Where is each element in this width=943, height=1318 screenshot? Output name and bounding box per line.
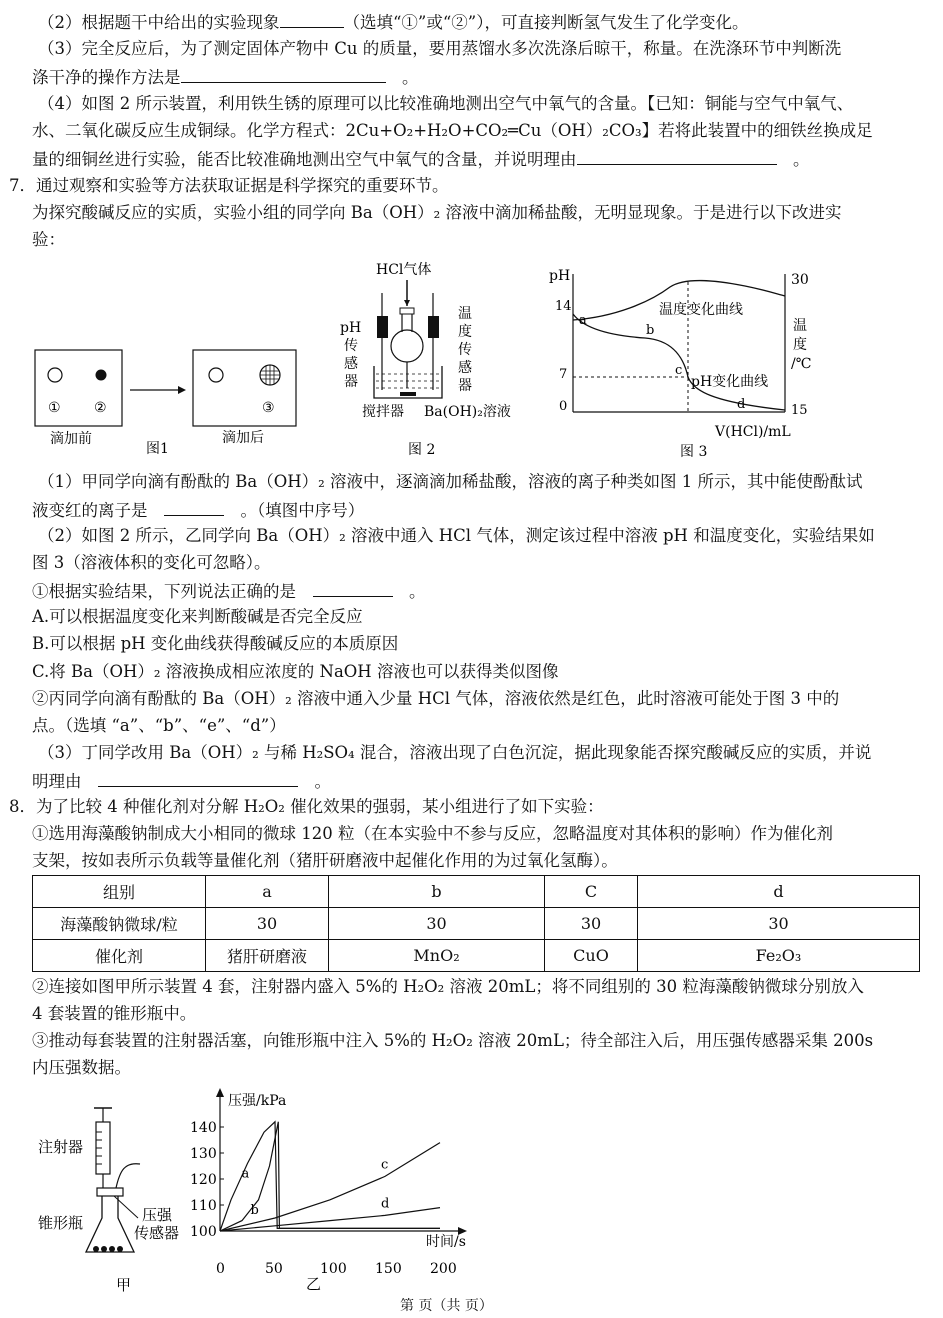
svg-text:14: 14 bbox=[555, 299, 572, 314]
flask-icon bbox=[391, 308, 423, 362]
svg-text:7: 7 bbox=[559, 367, 568, 382]
q8-step2-line2: 4 套装置的锥形瓶中。 bbox=[32, 1004, 197, 1023]
q8-step1-line2: 支架，按如表所示负载等量催化剂（猪肝研磨液中起催化作用的为过氧化氢酶）。 bbox=[32, 851, 618, 870]
q6-part3-line1: （3）完全反应后，为了测定固体产物中 Cu 的质量，要用蒸馏水多次洗涤后晾干，称量。在洗涤环节中判断洗 bbox=[38, 39, 842, 58]
q7-part2-line2: 图 3（溶液体积的变化可忽略）。 bbox=[32, 553, 271, 572]
svg-text:pH: pH bbox=[549, 268, 571, 284]
q6-part2: （2）根据题干中给出的实验现象 （选填“①”或“②”），可直接判断氢气发生了化学变化。 bbox=[38, 9, 749, 33]
point-d: d bbox=[737, 397, 746, 412]
figure-1-caption: 图1 bbox=[146, 441, 169, 457]
ion-circle-empty bbox=[209, 368, 223, 382]
answer-blank[interactable] bbox=[181, 64, 386, 83]
q7-part1-line2: 液变红的离子是 。（填图中序号） bbox=[32, 497, 364, 521]
figure-3-caption: 图 3 bbox=[680, 444, 708, 460]
svg-text:②: ② bbox=[94, 400, 107, 416]
svg-text:0: 0 bbox=[559, 399, 568, 414]
q7-part3-line2: 明理由 。 bbox=[32, 768, 331, 792]
point-c: c bbox=[675, 363, 683, 378]
figure-3 bbox=[545, 262, 830, 462]
label-after: 滴加后 bbox=[222, 430, 264, 446]
answer-blank[interactable] bbox=[164, 497, 224, 516]
x-tick-label: 0 bbox=[216, 1261, 225, 1277]
answer-blank[interactable] bbox=[577, 146, 777, 165]
table-row: 组别 a b C d bbox=[33, 876, 920, 908]
q7-intro-line2: 验： bbox=[32, 230, 65, 249]
label-syringe: 注射器 bbox=[38, 1138, 84, 1156]
svg-text:③: ③ bbox=[262, 400, 275, 416]
q6-part4-line1: （4）如图 2 所示装置，利用铁生锈的原理可以比较准确地测出空气中氧气的含量。【已知：铜能与空气中氧气、 bbox=[38, 94, 854, 113]
series-lines bbox=[220, 1122, 440, 1231]
y-tick-label: 100 bbox=[190, 1224, 217, 1240]
figure-2 bbox=[338, 258, 523, 460]
q7-sub2-line1: ②丙同学向滴有酚酞的 Ba（OH）₂ 溶液中通入少量 HCl 气体，溶液依然是红色，此时溶液可能处于图 3 中的 bbox=[32, 689, 840, 708]
tube bbox=[116, 1164, 140, 1188]
ion-circle-hatched bbox=[260, 365, 280, 385]
q8-title: 8．为了比较 4 种催化剂对分解 H₂O₂ 催化效果的强弱，某小组进行了如下实验： bbox=[9, 797, 604, 816]
x-tick-label: 150 bbox=[375, 1261, 402, 1277]
pressure-chart bbox=[180, 1085, 480, 1304]
q7-intro-line1: 为探究酸碱反应的实质，实验小组的同学向 Ba（OH）₂ 溶液中滴加稀盐酸，无明显现象。于是进行以下改进实 bbox=[32, 203, 842, 222]
axis-ticks bbox=[190, 1120, 457, 1277]
table-row: 催化剂 猪肝研磨液 MnO₂ CuO Fe₂O₃ bbox=[33, 940, 920, 972]
svg-text:压强: 压强 bbox=[142, 1206, 173, 1224]
svg-text:15: 15 bbox=[791, 403, 808, 418]
svg-text:①: ① bbox=[48, 400, 61, 416]
answer-blank[interactable] bbox=[280, 9, 344, 28]
svg-text:度: 度 bbox=[793, 337, 807, 353]
series-label-a: a bbox=[241, 1166, 250, 1182]
x-axis-label: V(HCl)/mL bbox=[715, 424, 791, 440]
label-stirrer: 搅拌器 bbox=[362, 404, 404, 420]
svg-text:传感器: 传感器 bbox=[134, 1224, 180, 1242]
flask-icon bbox=[86, 1188, 134, 1252]
y-tick-label: 140 bbox=[190, 1120, 217, 1136]
q8-step3-line2: 内压强数据。 bbox=[32, 1058, 131, 1077]
syringe-icon bbox=[94, 1108, 112, 1190]
box-after bbox=[193, 350, 296, 426]
arrow-head bbox=[178, 386, 186, 394]
figure-1 bbox=[30, 340, 305, 460]
series-label-d: d bbox=[381, 1196, 390, 1212]
ph-curve bbox=[573, 314, 785, 410]
x-tick-label: 100 bbox=[320, 1261, 347, 1277]
q7-title: 7．通过观察和实验等方法获取证据是科学探究的重要环节。 bbox=[9, 176, 449, 195]
q7-part2-line1: （2）如图 2 所示，乙同学向 Ba（OH）₂ 溶液中通入 HCl 气体，测定该过程中溶液 pH 和温度变化，实验结果如 bbox=[38, 526, 875, 545]
temp-curve-label: 温度变化曲线 bbox=[659, 302, 743, 318]
svg-text:传: 传 bbox=[458, 342, 472, 358]
label-flask: 锥形瓶 bbox=[38, 1214, 84, 1232]
q7-part3-line1: （3）丁同学改用 Ba（OH）₂ 与稀 H₂SO₄ 混合，溶液出现了白色沉淀，据此现象能否探究酸碱反应的实质，并说 bbox=[38, 743, 872, 762]
y-tick-label: 110 bbox=[190, 1198, 217, 1214]
q7-option-b: B.可以根据 pH 变化曲线获得酸碱反应的本质原因 bbox=[32, 634, 399, 653]
svg-text:/℃: /℃ bbox=[791, 356, 812, 372]
ph-sensor-head bbox=[377, 316, 388, 338]
series-label-b: b bbox=[250, 1202, 259, 1218]
label-solution: Ba(OH)₂溶液 bbox=[424, 404, 511, 420]
q7-part1-line1: （1）甲同学向滴有酚酞的 Ba（OH）₂ 溶液中，逐滴滴加稀盐酸，溶液的离子种类如图 1 所示，其中能使酚酞试 bbox=[38, 472, 863, 491]
x-tick-label: 200 bbox=[430, 1261, 457, 1277]
label-hcl-gas: HCl气体 bbox=[376, 262, 432, 278]
svg-text:温: 温 bbox=[458, 306, 472, 322]
q7-option-a: A.可以根据温度变化来判断酸碱是否完全反应 bbox=[32, 607, 363, 626]
beaker-icon bbox=[374, 366, 442, 398]
x-tick-label: 50 bbox=[265, 1261, 283, 1277]
figure-jia bbox=[30, 1100, 195, 1300]
ion-circle-filled bbox=[96, 370, 107, 381]
x-axis-label: 时间/s bbox=[426, 1234, 466, 1250]
q7-sub1: ①根据实验结果，下列说法正确的是 。 bbox=[32, 578, 426, 602]
series-label-c: c bbox=[381, 1157, 389, 1173]
gas-arrow bbox=[404, 300, 410, 306]
answer-blank[interactable] bbox=[313, 578, 393, 597]
svg-text:30: 30 bbox=[791, 272, 809, 288]
table-row: 海藻酸钠微球/粒 30 30 30 30 bbox=[33, 908, 920, 940]
y-axis-label: 压强/kPa bbox=[228, 1093, 287, 1109]
ion-circle-empty bbox=[48, 368, 62, 382]
y-tick-label: 120 bbox=[190, 1172, 217, 1188]
ph-curve-label: pH变化曲线 bbox=[691, 374, 769, 390]
figure-jia-caption: 甲 bbox=[116, 1276, 132, 1294]
point-a: a bbox=[579, 313, 587, 328]
q8-step3-line1: ③推动每套装置的注射器活塞，向锥形瓶中注入 5%的 H₂O₂ 溶液 20mL；待全部注入后，用压强传感器采集 200s bbox=[32, 1031, 874, 1050]
svg-text:感: 感 bbox=[458, 360, 472, 376]
q6-part4-line3: 量的细铜丝进行实验，能否比较准确地测出空气中氧气的含量，并说明理由 。 bbox=[32, 146, 810, 170]
svg-text:温: 温 bbox=[793, 318, 807, 334]
q8-step2-line1: ②连接如图甲所示装置 4 套，注射器内盛入 5%的 H₂O₂ 溶液 20mL；将不同组别的 30 粒海藻酸钠微球分别放入 bbox=[32, 977, 864, 996]
svg-text:感: 感 bbox=[344, 356, 358, 372]
svg-text:pH: pH bbox=[340, 320, 362, 336]
figure-yi-caption: 乙 bbox=[306, 1275, 322, 1293]
svg-text:传: 传 bbox=[344, 338, 358, 354]
q8-step1-line1: ①选用海藻酸钠制成大小相同的微球 120 粒（在本实验中不参与反应，忽略温度对其体积的影响）作为催化剂 bbox=[32, 824, 833, 843]
q7-option-c: C.将 Ba（OH）₂ 溶液换成相应浓度的 NaOH 溶液也可以获得类似图像 bbox=[32, 662, 559, 681]
svg-text:器: 器 bbox=[344, 374, 358, 390]
svg-text:器: 器 bbox=[458, 378, 472, 394]
svg-text:度: 度 bbox=[458, 324, 472, 340]
catalyst-table bbox=[32, 875, 920, 972]
temp-sensor-head bbox=[428, 316, 439, 338]
q6-part4-line2: 水、二氧化碳反应生成铜绿。化学方程式：2Cu+O₂+H₂O+CO₂═Cu（OH）₂CO₃】若将此装置中的细铁丝换成足 bbox=[32, 121, 873, 140]
y-tick-label: 130 bbox=[190, 1146, 217, 1162]
point-b: b bbox=[646, 323, 655, 338]
label-before: 滴加前 bbox=[50, 431, 92, 447]
q7-sub2-line2: 点。（选填 “a”、“b”、“e”、“d”） bbox=[32, 716, 286, 735]
page-footer: 第 页（共 页） bbox=[400, 1298, 493, 1314]
answer-blank[interactable] bbox=[98, 768, 298, 787]
y-axis-arrow bbox=[216, 1088, 224, 1097]
q6-part3-line2: 涤干净的操作方法是 。 bbox=[32, 64, 419, 88]
figure-2-caption: 图 2 bbox=[408, 442, 436, 458]
